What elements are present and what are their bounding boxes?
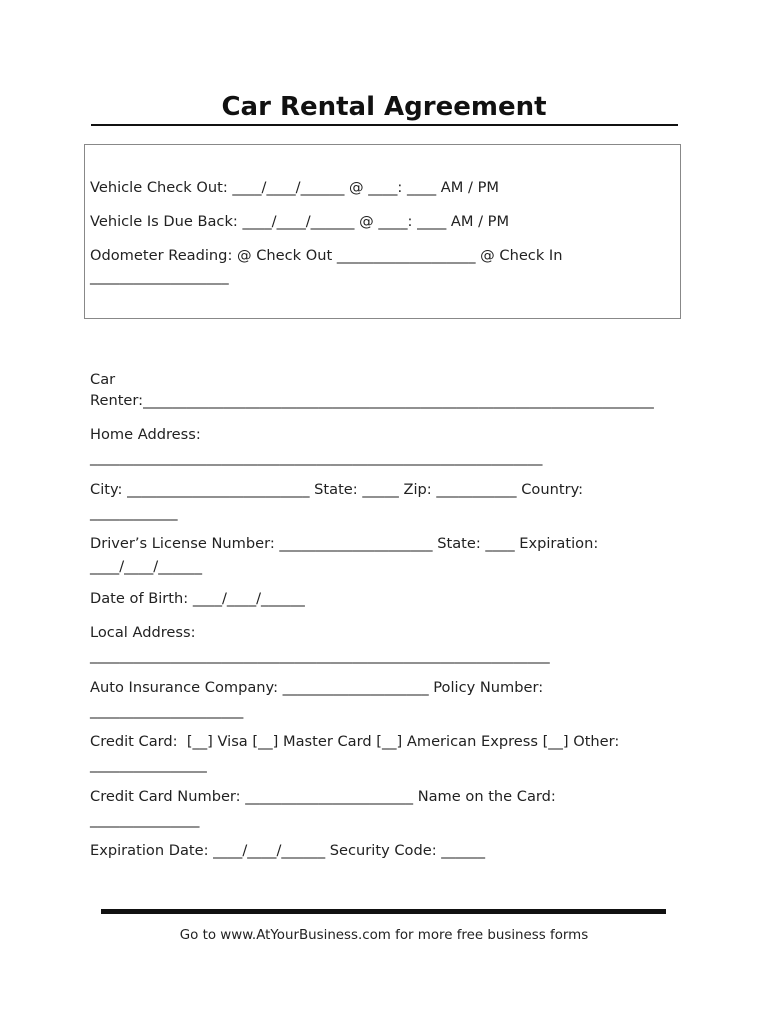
credit-card-type-line: Credit Card: [__] Visa [__] Master Card [__] American Express [__] Other: <box>90 733 620 750</box>
vehicle-due-back-line: Vehicle Is Due Back: ____/____/______ @ ____: ____ AM / PM <box>90 213 510 230</box>
country-blank: ____________ <box>90 504 178 521</box>
credit-card-number-line: Credit Card Number: _______________________ Name on the Card: <box>90 788 556 805</box>
drivers-license-line: Driver’s License Number: _____________________ State: ____ Expiration: <box>90 535 599 552</box>
page-title: Car Rental Agreement <box>221 92 547 122</box>
home-address-blank: ______________________________________________________________ <box>90 449 543 466</box>
renter-line: Renter:______________________________________________________________________ <box>90 392 654 409</box>
local-address-blank: _______________________________________________________________ <box>90 647 550 664</box>
expiration-date-line: Expiration Date: ____/____/______ Security Code: ______ <box>90 842 486 859</box>
home-address-label: Home Address: <box>90 426 201 443</box>
policy-number-blank: _____________________ <box>90 702 244 719</box>
footer-rule <box>101 909 666 914</box>
city-state-zip-line: City: _________________________ State: _____ Zip: ___________ Country: <box>90 481 584 498</box>
title-underline <box>91 124 678 126</box>
license-expiration-blank: ____/____/______ <box>90 558 202 575</box>
auto-insurance-line: Auto Insurance Company: ____________________ Policy Number: <box>90 679 544 696</box>
odometer-check-in-blank: ___________________ <box>90 268 229 285</box>
vehicle-check-out-line: Vehicle Check Out: ____/____/______ @ ____: ____ AM / PM <box>90 179 499 196</box>
local-address-label: Local Address: <box>90 624 196 641</box>
footer-text: Go to www.AtYourBusiness.com for more free business forms <box>179 928 589 943</box>
name-on-card-blank: _______________ <box>90 811 200 828</box>
car-label: Car <box>90 371 116 388</box>
odometer-reading-line: Odometer Reading: @ Check Out ___________________ @ Check In <box>90 247 563 264</box>
other-card-blank: ________________ <box>90 756 207 773</box>
date-of-birth-line: Date of Birth: ____/____/______ <box>90 590 305 607</box>
